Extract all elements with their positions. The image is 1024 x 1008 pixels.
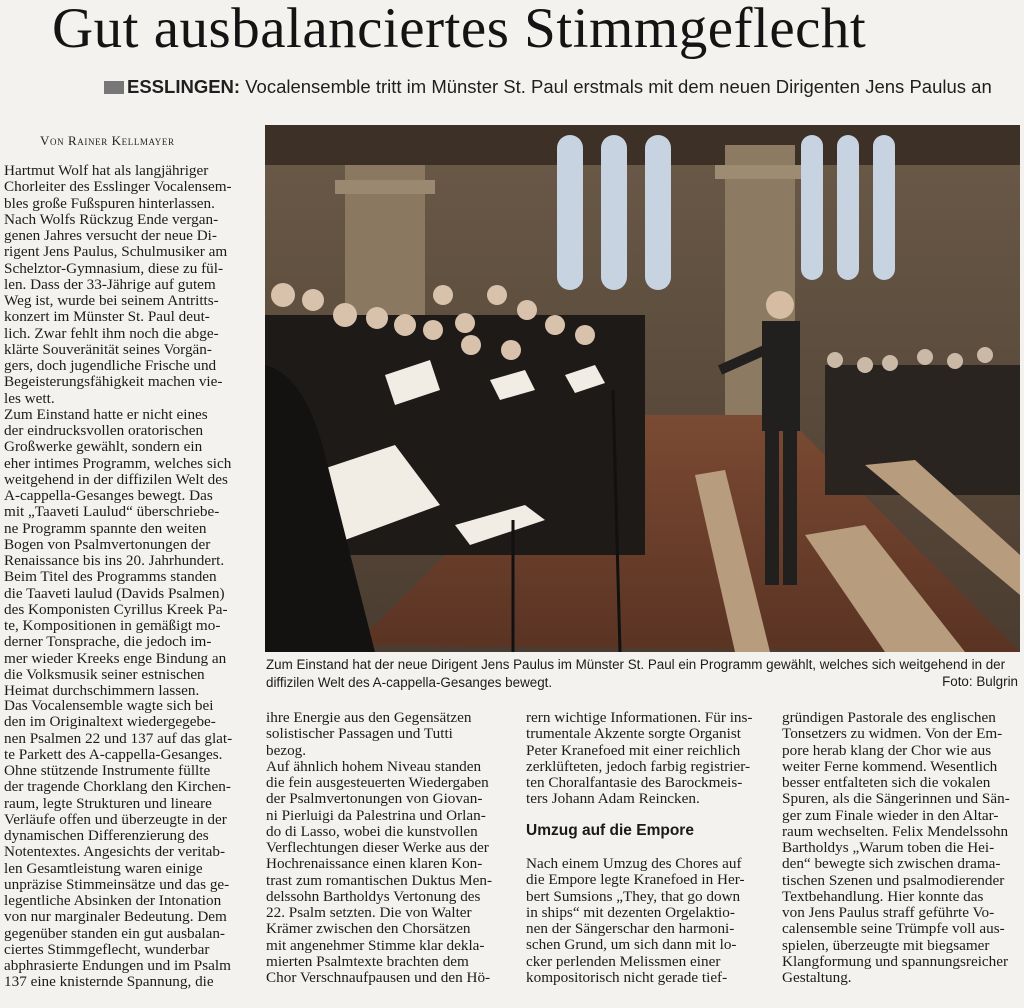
text-line: Das Vocalensemble wagte sich bei <box>4 697 214 714</box>
text-line: von Jens Paulus straff geführte Vo- <box>782 904 995 921</box>
text-line: Bogen von Psalmvertonungen der <box>4 535 211 553</box>
text-line: abphrasierte Endungen und im Psalm <box>4 957 231 974</box>
text-line: Chorleiter des Esslinger Vocalensem- <box>4 178 232 196</box>
text-line: ten Choralfantasie des Barockmeis- <box>526 774 743 791</box>
text-line: raum wechselten. Felix Mendelssohn <box>782 822 1009 840</box>
text-line: rigent Jens Paulus, Schulmusiker am <box>4 243 228 261</box>
text-line: calensemble seine Trümpfe voll aus- <box>782 920 1005 938</box>
text-line: len Gesamtleistung waren einige <box>4 859 203 877</box>
text-line: Begeisterungsfähigkeit machen vie- <box>4 373 223 391</box>
text-line: lich. Zwar fehlt ihm noch die abge- <box>4 324 219 342</box>
text-line: raum, legte Strukturen und lineare <box>4 794 212 812</box>
text-line: unpräzise Stimmeinsätze und das ge- <box>4 875 230 893</box>
text-line: Spuren, als die Sängerinnen und Sän- <box>782 790 1010 808</box>
text-line: Notentextes. Angesichts der veritab- <box>4 843 225 861</box>
column-4 <box>782 710 1022 986</box>
kicker <box>104 76 1004 98</box>
text-line: Beim Titel des Programms standen <box>4 568 217 586</box>
text-line: der eindrucksvollen oratorischen <box>4 422 204 439</box>
column-3-continued <box>526 856 770 986</box>
text-line: schen Grund, um sich dann mit lo- <box>526 936 737 954</box>
text-line: ters Johann Adam Reincken. <box>526 790 700 808</box>
text-line: Auf ähnlich hohem Niveau standen <box>266 757 482 775</box>
text-line: Nach Wolfs Rückzug Ende vergan- <box>4 210 219 228</box>
text-line: te, Kompositionen in gemäßigt mo- <box>4 617 221 634</box>
kicker-marker <box>104 81 124 94</box>
text-line: spielen, überzeugte mit biegsamer <box>782 936 990 954</box>
text-line: nen der Sängerschar den harmoni- <box>526 920 735 937</box>
text-line: bezog. <box>266 741 307 759</box>
text-line: tischen Szenen und psalmodierender <box>782 871 1005 889</box>
text-line: kompositorisch nicht gerade tief- <box>526 968 728 986</box>
kicker-text: Vocalensemble tritt im Münster St. Paul erstmals mit dem neuen Dirigenten Jens Paulus an <box>240 76 992 97</box>
text-line: 22. Psalm setzten. Die von Walter <box>266 904 472 921</box>
text-line: rern wichtige Informationen. Für ins- <box>526 709 753 726</box>
text-line: die fein ausgesteuerten Wiedergaben <box>266 774 489 791</box>
text-line: mierten Psalmtexte brachten dem <box>266 952 469 970</box>
text-line: Peter Kranefoed mit einer reichlich <box>526 741 741 759</box>
text-line: Bartholdys „Warum toben die Hei- <box>782 839 995 856</box>
text-line: delssohn Bartholdys Vertonung des <box>266 887 481 905</box>
text-line: trast zum romantischen Duktus Men- <box>266 871 493 889</box>
column-1 <box>4 163 256 699</box>
text-line: gers, doch jugendliche Frische und <box>4 357 217 374</box>
text-line: Klangformung und spannungsreicher <box>782 952 1009 970</box>
text-line: der tragende Chorklang den Kirchen- <box>4 778 231 796</box>
text-line: nen Psalmen 22 und 137 auf das glat- <box>4 729 233 747</box>
text-line: eher intimes Programm, welches sich <box>4 454 232 472</box>
byline: Von Rainer Kellmayer <box>40 133 175 148</box>
text-line: len. Dass der 33-Jährige auf gutem <box>4 275 216 293</box>
text-line: die Empore legte Kranefoed in Her- <box>526 871 745 889</box>
text-line: solistischer Passagen und Tutti <box>266 725 453 743</box>
text-line: A-cappella-Gesanges bewegt. Das <box>4 487 213 504</box>
text-line: ciertes Stimmgeflecht, wunderbar <box>4 940 210 958</box>
text-line: die Volksmusik seiner estnischen <box>4 665 205 683</box>
text-line: Tonsetzers zu widmen. Von der Em- <box>782 725 1003 743</box>
text-line: te Parkett des A-cappella-Gesanges. <box>4 745 223 763</box>
text-line: weiter Ferne kommend. Wesentlich <box>782 757 998 775</box>
text-line: legentliche Absinken der Intonation <box>4 892 222 909</box>
text-line: cker perlenden Melissmen einer <box>526 952 721 970</box>
text-line: Hochrenaissance einen klaren Kon- <box>266 855 483 873</box>
text-line: Nach einem Umzug des Chores auf <box>526 855 742 872</box>
text-line: do di Lasso, wobei die kunstvollen <box>266 822 478 840</box>
column-1-continued <box>4 698 256 991</box>
text-line: les wett. <box>4 389 55 407</box>
text-line: Renaissance bis ins 20. Jahrhundert. <box>4 552 225 569</box>
text-line: mit „Taaveti Laulud“ überschriebe- <box>4 503 220 521</box>
text-line: Großwerke gewählt, sondern ein <box>4 438 203 456</box>
text-line: von nur marginaler Bedeutung. Dem <box>4 908 227 926</box>
text-line: besser entfalteten sich die vokalen <box>782 774 991 791</box>
text-line: weitgehend in der diffizilen Welt des <box>4 470 228 488</box>
text-line: Heimat durchschimmern lassen. <box>4 682 200 699</box>
text-line: Krämer zwischen den Chorsätzen <box>266 920 471 938</box>
headline: Gut ausbalanciertes Stimmgeflecht <box>52 0 867 60</box>
text-line: genen Jahres versucht der neue Di- <box>4 227 217 244</box>
text-line: 137 eine knisternde Spannung, die <box>4 973 214 991</box>
text-line: Textbehandlung. Hier konnte das <box>782 887 984 905</box>
text-line: zerklüfteten, jedoch farbig registrier- <box>526 757 751 775</box>
text-line: dynamischen Differenzierung des <box>4 827 209 844</box>
text-line: Verflechtungen dieser Werke aus der <box>266 839 489 856</box>
text-line: Schelztor-Gymnasium, diese zu fül- <box>4 259 224 277</box>
text-line: der Psalmvertonungen von Giovan- <box>266 790 483 808</box>
photo-caption: Zum Einstand hat der neue Dirigent Jens Paulus im Münster St. Paul ein Programm gewählt, welches sich weitgehend in der diffizilen Welt des A-cappella-Gesanges bewegt. <box>266 657 1006 690</box>
text-line: den“ bewegte sich zwischen drama- <box>782 855 1001 873</box>
text-line: ger zum Finale wieder in den Altar- <box>782 806 999 824</box>
text-line: gegenüber standen ein gut ausbalan- <box>4 924 225 942</box>
text-line: trumentale Akzente sorgte Organist <box>526 725 741 743</box>
kicker-location: ESSLINGEN: <box>127 76 241 97</box>
column-2 <box>266 710 510 986</box>
text-line: Ohne stützende Instrumente füllte <box>4 762 211 779</box>
text-line: mit angenehmer Stimme klar dekla- <box>266 936 485 954</box>
column-3 <box>526 710 770 808</box>
text-line: Gestaltung. <box>782 969 852 986</box>
text-line: pore herab klang der Chor wie aus <box>782 741 992 759</box>
text-line: des Komponisten Cyrillus Kreek Pa- <box>4 600 228 618</box>
text-line: Weg ist, wurde bei seinem Antritts- <box>4 292 219 309</box>
text-line: bert Sumsions „They, that go down <box>526 887 741 905</box>
text-line: derner Tonsprache, die jedoch im- <box>4 633 212 651</box>
text-line: die Taaveti laulud (Davids Psalmen) <box>4 584 225 602</box>
text-line: Hartmut Wolf hat als langjähriger <box>4 162 209 179</box>
text-line: gründigen Pastorale des englischen <box>782 709 996 726</box>
text-line: ni Pierluigi da Palestrina und Orlan- <box>266 806 486 824</box>
choir-photo <box>265 125 1020 652</box>
text-line: Chor Verschnaufpausen und den Hö- <box>266 969 491 986</box>
text-line: bles große Fußspuren hinterlassen. <box>4 194 215 212</box>
text-line: den im Originaltext wiedergegebe- <box>4 713 216 731</box>
section-subheading: Umzug auf die Empore <box>526 822 694 839</box>
text-line: klärte Souveränität seines Vorgän- <box>4 340 212 358</box>
text-line: in ships“ mit dezenten Orgelaktio- <box>526 903 735 921</box>
text-line: Zum Einstand hatte er nicht eines <box>4 405 208 423</box>
text-line: ne Programm spannte den weiten <box>4 519 207 537</box>
text-line: konzert im Münster St. Paul deut- <box>4 308 210 326</box>
choir-photo-illustration <box>265 125 1020 652</box>
text-line: ihre Energie aus den Gegensätzen <box>266 709 472 726</box>
text-line: mer wieder Kreeks enge Bindung an <box>4 649 227 667</box>
text-line: Verläufe offen und überzeugte in der <box>4 810 227 828</box>
photo-credit: Foto: Bulgrin <box>942 674 1018 689</box>
